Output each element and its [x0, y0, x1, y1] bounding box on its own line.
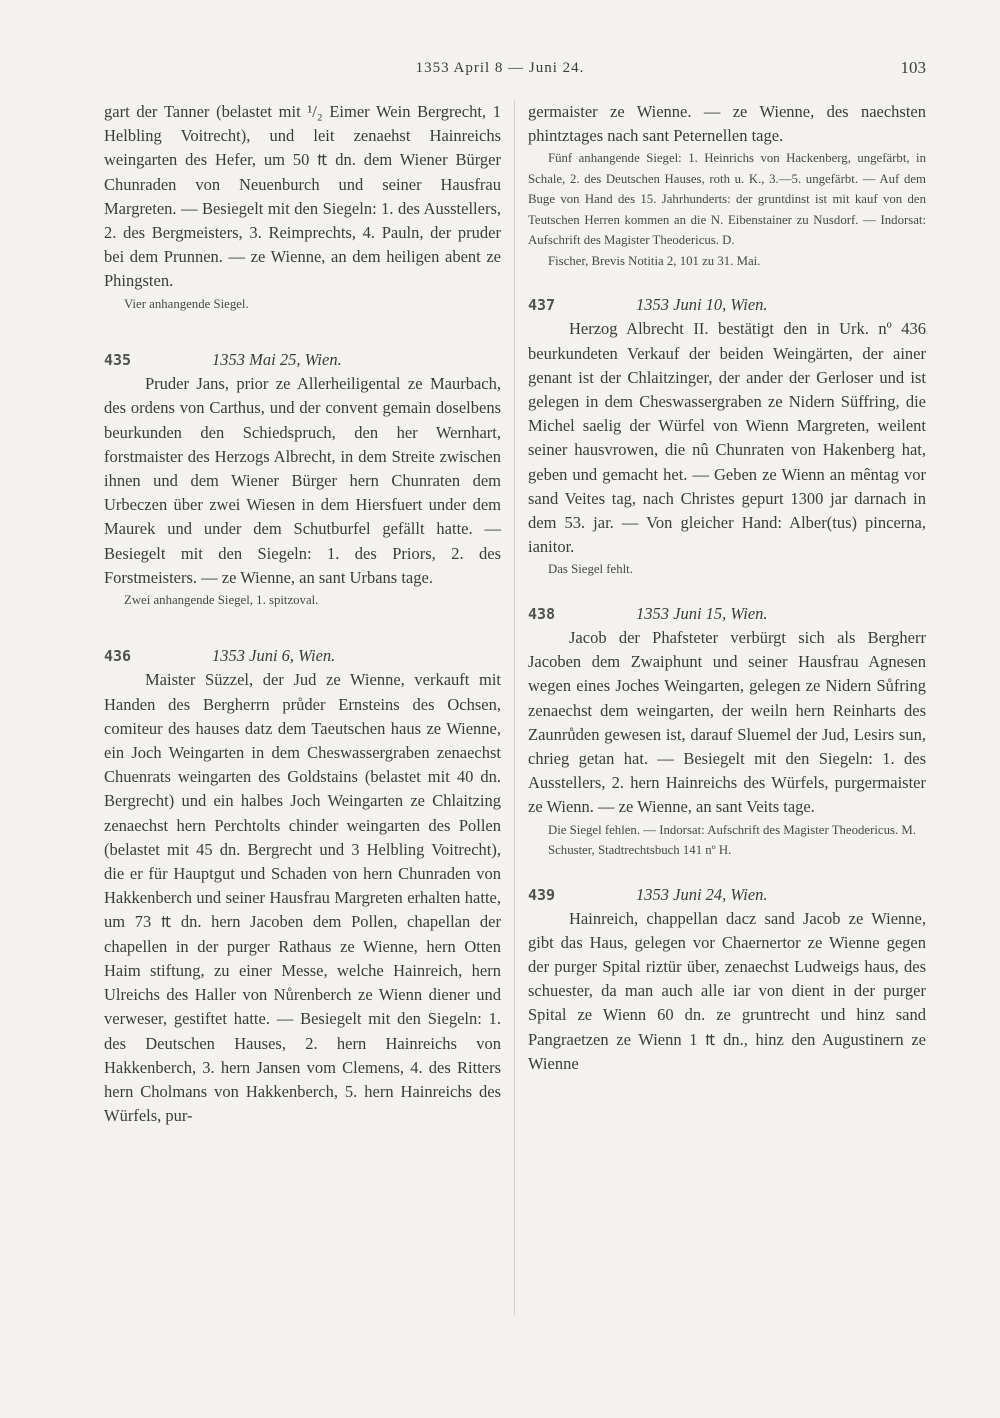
entry-text: Herzog Albrecht II. bestätigt den in Urk. nº 436 beurkundeten Verkauf der beiden Weingärten, der ainer genant ist der Chlaitzinger, der ander der Gerloser und ist gelegen in dem Cheswassergraben ze Nidern Süffring, die Michel saelig der Würfel von Wienn Margreten, weilent seiner hausvrowen, die nû Chunraten von Hakenberg hat, geben und gemacht het. — Geben ze Wienn an mêntag vor sand Veites tag, nach Christes gepurt 1300 jar darnach in dem 53. jar. — Von gleicher Hand: Alber(tus) pincerna, ianitor. [528, 319, 926, 557]
reference-note: Schuster, Stadtrechtsbuch 141 nº H. [548, 843, 732, 858]
entry-number: 439 [528, 885, 556, 904]
seal-note: Zwei anhangende Siegel, 1. spitzoval. [124, 592, 319, 607]
entry-number: 438 [528, 604, 556, 623]
entry-date: 1353 Juni 10, Wien. [636, 295, 768, 315]
seal-note: Fünf anhangende Siegel: 1. Heinrichs von Hackenberg, ungefärbt, in Schale, 2. des Deutschen Hauses, roth u. K., 3.—5. ungefärbt. — Auf dem Buge von Hand des 15. Jahrhunderts: der gruntdinst ist mit kauf von den Teutschen Herren kommen an die N. Eibenstainer zu Nusdorf. — Indorsat: Aufschrift des Magister Theodericus. D. [528, 151, 926, 248]
entry-number: 435 [104, 351, 132, 370]
entry-heading [104, 348, 501, 372]
entry-date: 1353 Juni 15, Wien. [636, 603, 768, 623]
entry-heading [104, 644, 501, 668]
entry-heading [528, 602, 926, 626]
entry-heading [528, 293, 926, 317]
continued-text: gart der Tanner (belastet mit ¹/₂ Eimer Wein Bergrecht, 1 Helbling Voitrecht), und leit zenaehst Hainreichs weingarten des Hefer, um 50 ₶ dn. dem Wiener Bürger Chunraden von Neuenburch und seiner Hausfrau Margreten. — Besiegelt mit den Siegeln: 1. des Ausstellers, 2. des Bergmeisters, 3. Reimprechts, 4. Pauln, der pruder bei dem Prunnen. — ze Wienne, an dem heiligen abent ze Phingsten. [104, 102, 501, 291]
column-divider [514, 100, 515, 1315]
entry-heading [528, 883, 926, 907]
running-head [0, 58, 1000, 84]
entry-number: 437 [528, 296, 556, 315]
entry-number: 436 [104, 647, 132, 666]
running-head-title: 1353 April 8 — Juni 24. [415, 60, 585, 76]
seal-note: Vier anhangende Siegel. [124, 296, 249, 311]
continued-text: germaister ze Wienne. — ze Wienne, des naechsten phintztages nach sant Peternellen tage. [528, 102, 926, 146]
entry-date: 1353 Mai 25, Wien. [212, 350, 342, 370]
page-number: 103 [900, 58, 926, 77]
entry-text: Pruder Jans, prior ze Allerheiligental ze Maurbach, des ordens von Carthus, und der convent gemain doselbens beurkunden den Schiedspruch, den her Wernhart, forstmaister des Herzogs Albrecht, in dem Streite zwischen ihnen und dem Wiener Bürger hern Chunraten dem Urbeczen über zwei Wiesen in dem Hiersfuert under dem Maurek und under dem Schutburfel gefällt hatte. — Besiegelt mit den Siegeln: 1. des Priors, 2. des Forstmeisters. — ze Wienne, an sant Urbans tage. [104, 374, 501, 587]
entry-date: 1353 Juni 6, Wien. [212, 646, 336, 666]
left-column [104, 100, 501, 1128]
entry-date: 1353 Juni 24, Wien. [636, 884, 768, 904]
right-column [528, 100, 926, 1076]
seal-note: Die Siegel fehlen. — Indorsat: Aufschrift des Magister Theodericus. M. [548, 822, 916, 837]
entry-text: Hainreich, chappellan dacz sand Jacob ze Wienne, gibt das Haus, gelegen vor Chaernertor ze Wienne gegen der purger Spital riztür über, zenaechst Ludweigs haus, des schuester, da man auch alle iar von dient in der purger Spital ze Wienn 60 dn. ze gruntrecht und hinz sand Pangraetzen ze Wienn 1 ₶ dn., hinz den Augustinern ze Wienne [528, 908, 926, 1073]
seal-note: Das Siegel fehlt. [548, 562, 633, 577]
entry-text: Maister Süzzel, der Jud ze Wienne, verkauft mit Handen des Bergherrn průder Ernsteins des Ochsen, comiteur des hauses datz dem Taeutschen haus ze Wienne, ein Joch Weingarten in dem Cheswassergraben zenaechst Chuenrats weingarten des Goldstains (belastet mit 40 dn. Bergrecht) und ein halbes Joch Weingarten ze Chlaitzing zenaechst hern Perchtolts chinder weingarten des Pollen (belastet mit 45 dn. Bergrecht und 3 Helbling Voitrecht), die er für Hauptgut und Schaden von hern Chunraden von Hakkenberch und seiner Hausfrau Margreten erhalten hatte, um 73 ₶ dn. hern Jacoben dem Pollen, chapellan der chapellen in der purger Rathaus ze Wienne, hern Otten Haim stiftung, zu einer Messe, welche Hainreich, hern Ulreichs des Haller von Nůrenberch ze Wienn diener und verweser, gestiftet hatte. — Besiegelt mit den Siegeln: 1. des Deutschen Hauses, 2. hern Hainreichs von Hakkenberch, 3. hern Jansen vom Clemens, 4. des Ritters hern Cholmans von Hakkenberch, 5. hern Hainreichs des Würfels, pur- [104, 670, 501, 1126]
entry-text: Jacob der Phafsteter verbürgt sich als Bergherr Jacoben dem Zwaiphunt und seiner Hausfrau Agnesen wegen eines Joches Weingarten, gelegen ze Nidern Sůfring zenaechst dem weingarten, der weiln hern Reinharts des Zaunrůden gewesen ist, darauf Sluemel der Jud, Lesirs sun, chrieg getan hat. — Besiegelt mit den Siegeln: 1. des Ausstellers, 2. hern Hainreichs des Würfels, purgermaister ze Wienn. — ze Wienne, an sant Veits tage. [528, 627, 926, 817]
reference-note: Fischer, Brevis Notitia 2, 101 zu 31. Mai. [548, 253, 761, 268]
